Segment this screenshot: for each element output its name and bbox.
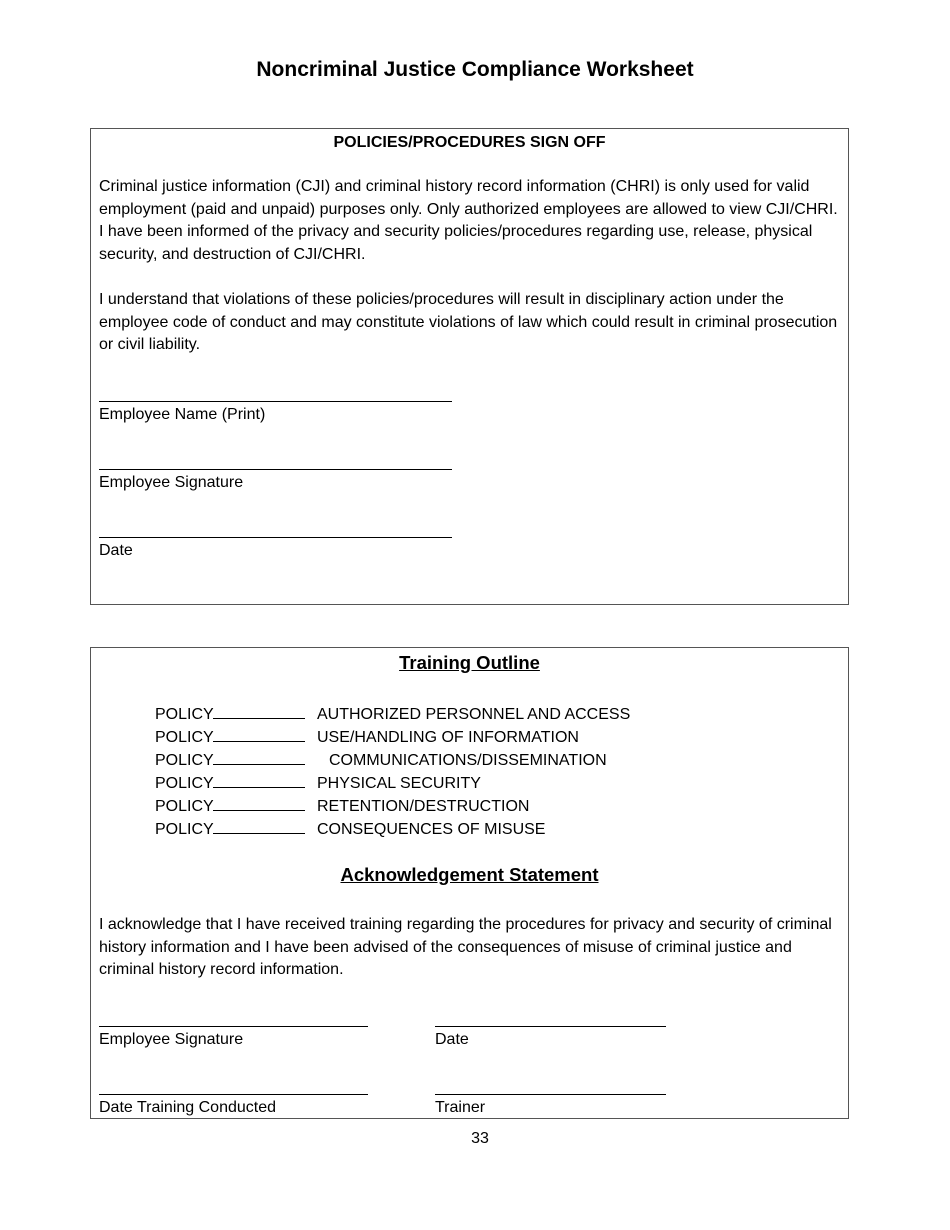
policy-row	[155, 748, 607, 772]
sign-off-heading: POLICIES/PROCEDURES SIGN OFF	[333, 134, 606, 151]
sign-off-date-label: Date	[99, 542, 133, 559]
policy-label: POLICY	[155, 706, 214, 723]
policy-title: COMMUNICATIONS/DISSEMINATION	[329, 752, 607, 769]
policy-row	[155, 725, 579, 749]
policy-initial-field[interactable]	[213, 702, 305, 719]
policy-label: POLICY	[155, 729, 214, 746]
policy-initial-field[interactable]	[213, 794, 305, 811]
trainer-label: Trainer	[435, 1099, 486, 1116]
policy-row	[155, 794, 529, 818]
policy-title: USE/HANDLING OF INFORMATION	[317, 729, 579, 746]
sign-off-date-field[interactable]	[99, 537, 452, 538]
policy-label: POLICY	[155, 821, 214, 838]
page-number: 33	[471, 1130, 489, 1147]
training-outline-section	[90, 647, 849, 1119]
policy-initial-field[interactable]	[213, 748, 305, 765]
trainer-field[interactable]	[435, 1094, 666, 1095]
ack-employee-signature-field[interactable]	[99, 1026, 368, 1027]
policy-title: AUTHORIZED PERSONNEL AND ACCESS	[317, 706, 631, 723]
policy-label: POLICY	[155, 798, 214, 815]
page-title: Noncriminal Justice Compliance Worksheet	[256, 58, 694, 81]
employee-signature-label: Employee Signature	[99, 474, 244, 491]
sign-off-paragraph-1: Criminal justice information (CJI) and criminal history record information (CHRI) is only used for valid employment (paid and unpaid) purposes only. Only authorized employees are allowed to view CJI/CHRI. I have been informed of the privacy and security policies/procedures regarding use, release, physical security, and destruction of CJI/CHRI.	[99, 178, 838, 264]
employee-name-field[interactable]	[99, 401, 452, 402]
policy-title: RETENTION/DESTRUCTION	[317, 798, 530, 815]
sign-off-paragraph-2: I understand that violations of these policies/procedures will result in disciplinary action under the employee code of conduct and may constitute violations of law which could result in criminal prosecution or civil liability.	[99, 291, 838, 354]
training-date-field[interactable]	[99, 1094, 368, 1095]
policy-title: PHYSICAL SECURITY	[317, 775, 481, 792]
policy-row	[155, 702, 630, 726]
policy-row	[155, 817, 545, 841]
ack-date-field[interactable]	[435, 1026, 666, 1027]
employee-name-label: Employee Name (Print)	[99, 406, 266, 423]
policy-title: CONSEQUENCES OF MISUSE	[317, 821, 546, 838]
acknowledgement-paragraph: I acknowledge that I have received training regarding the procedures for privacy and security of criminal history information and I have been advised of the consequences of misuse of criminal justice and criminal history record information.	[99, 916, 832, 979]
employee-signature-field[interactable]	[99, 469, 452, 470]
training-date-label: Date Training Conducted	[99, 1099, 276, 1116]
policy-label: POLICY	[155, 752, 214, 769]
policy-initial-field[interactable]	[213, 771, 305, 788]
policy-label: POLICY	[155, 775, 214, 792]
policy-initial-field[interactable]	[213, 725, 305, 742]
ack-date-label: Date	[435, 1031, 469, 1048]
acknowledgement-heading: Acknowledgement Statement	[340, 864, 599, 885]
ack-employee-signature-label: Employee Signature	[99, 1031, 244, 1048]
training-outline-heading: Training Outline	[399, 652, 540, 673]
policy-initial-field[interactable]	[213, 817, 305, 834]
policy-row	[155, 771, 481, 795]
policies-sign-off-section	[90, 128, 849, 605]
